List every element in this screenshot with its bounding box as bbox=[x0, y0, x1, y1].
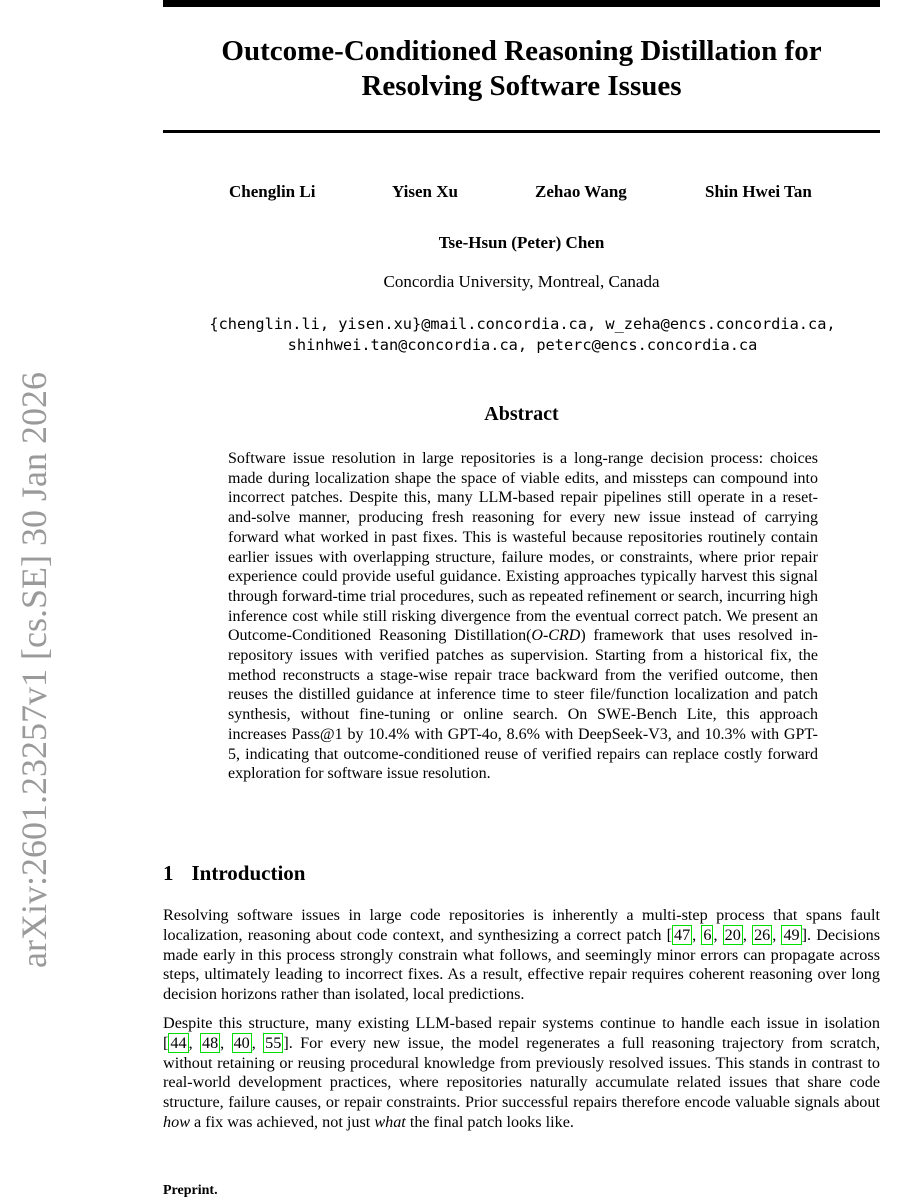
abstract-text: ) framework that uses resolved in-repository issues with verified patches as supervision. Starting from a historical fix, the method reconstructs a stage-wise repair trace backward from the verified outcome, then reuses the distilled guidance at inference time to steer file/function localization and patch synthesis, without fine-tuning or online search. On SWE-Bench Lite, this approach increases Pass@1 by 10.4% with GPT-4o, 8.6% with DeepSeek-V3, and 10.3% with GPT-5, indicating that outcome-conditioned reuse of verified repairs can replace costly forward exploration for software issue resolution. bbox=[228, 627, 818, 783]
citation-link[interactable]: 55 bbox=[265, 1033, 282, 1052]
section-title: Introduction bbox=[191, 861, 306, 885]
citation-link[interactable]: 48 bbox=[201, 1033, 219, 1052]
method-name: O-CRD bbox=[531, 627, 581, 645]
author-name: Chenglin Li bbox=[229, 182, 316, 201]
emphasis-text: what bbox=[374, 1112, 406, 1131]
intro-paragraph: Despite this structure, many existing LLM-based repair systems continue to handle each issue in isolation [ 44 , 48 , 40 , 55 ]. For every new issue, the model regenerates a full reasoning trajectory from scratch, without retaining or reusing procedural knowledge from previously resolved issues. This stands in contrast to real-world development practices, where repositories naturally accumulate related issues that share code structure, failure causes, or repair constraints. Prior successful repairs therefore encode valuable signals about how a fix was achieved, not just what the final patch looks like. bbox=[163, 1014, 881, 1131]
emphasis-text: how bbox=[163, 1112, 190, 1131]
intro-paragraph: Resolving software issues in large code repositories is inherently a multi-step process that spans fault localization, reasoning about code context, and synthesizing a correct patch [ 47 , 6 , 20 , 26 , 49 ]. Decisions made early in this process strongly constrain what follows, and seemingly minor errors can propagate across steps, ultimately leading to incorrect fixes. As a result, effective repair requires coherent reasoning over long decision horizons rather than isolated, local predictions. bbox=[163, 906, 881, 1004]
citation-link[interactable]: 20 bbox=[724, 925, 741, 944]
paragraph-text: ]. Decisions made early in this process strongly constrain what follows, and seemingly minor errors can propagate across steps, ultimately leading to incorrect fixes. As a result, effective repair requires coherent reasoning over long decision horizons rather than isolated, local predictions. bbox=[163, 925, 881, 1004]
citation-link[interactable]: 6 bbox=[703, 925, 712, 944]
section-number: 1 bbox=[163, 861, 174, 885]
affiliation: Concordia University, Montreal, Canada bbox=[383, 272, 660, 291]
top-rule bbox=[163, 0, 880, 7]
preprint-note: Preprint. bbox=[163, 1183, 218, 1198]
title-rule bbox=[163, 130, 880, 133]
email-line: shinhwei.tan@concordia.ca, peterc@encs.concordia.ca bbox=[287, 336, 758, 354]
citation-link[interactable]: 47 bbox=[673, 925, 691, 944]
author-name: Zehao Wang bbox=[535, 182, 627, 201]
paper-title: Outcome-Conditioned Reasoning Distillation for Resolving Software Issues bbox=[221, 35, 822, 102]
paragraph-text: a fix was achieved, not just bbox=[190, 1112, 375, 1131]
paragraph-text: Resolving software issues in large code repositories is inherently a multi-step process that spans fault localization, reasoning about code context, and synthesizing a correct patch [ bbox=[163, 906, 880, 944]
citation-link[interactable]: 40 bbox=[233, 1033, 250, 1052]
abstract-text: Software issue resolution in large repositories is a long-range decision process: choices made during localization shape the space of viable edits, and missteps can compound into incorrect patches. Despite this, many LLM-based repair pipelines still operate in a reset-and-solve manner, producing fresh reasoning for every new issue instead of carrying forward what worked in past fixes. This is wasteful because repositories routinely contain earlier issues with overlapping structure, failure modes, or constraints, where prior repair experience could provide useful guidance. Existing approaches typically harvest this signal through forward-time trial procedures, such as repeated refinement or search, incurring high inference cost while still risking divergence from the eventual correct patch. We present an Outcome-Conditioned Reasoning Distillation( bbox=[228, 450, 818, 645]
abstract-body bbox=[228, 449, 818, 784]
author-emails bbox=[150, 314, 895, 356]
abstract-heading: Abstract bbox=[484, 403, 559, 425]
section-heading bbox=[163, 861, 305, 886]
citation-link[interactable]: 49 bbox=[783, 925, 800, 944]
email-line: {chenglin.li, yisen.xu}@mail.concordia.ca, w_zeha@encs.concordia.ca, bbox=[209, 315, 836, 333]
author-name: Shin Hwei Tan bbox=[705, 182, 812, 201]
citation-link[interactable]: 26 bbox=[754, 925, 771, 944]
paragraph-text: Despite this structure, many existing LLM-based repair systems continue to handle each issue in isolation [ bbox=[163, 1014, 880, 1052]
author-name: Tse-Hsun (Peter) Chen bbox=[438, 233, 605, 252]
author-name: Yisen Xu bbox=[392, 182, 458, 201]
paragraph-text: ]. For every new issue, the model regenerates a full reasoning trajectory from scratch, without retaining or reusing procedural knowledge from previously resolved issues. This stands in contrast to real-world development practices, where repositories naturally accumulate related issues that share code structure, failure causes, or repair constraints. Prior successful repairs therefore encode valuable signals about bbox=[163, 1033, 881, 1112]
paragraph-text: the final patch looks like. bbox=[405, 1112, 574, 1131]
citation-link[interactable]: 44 bbox=[170, 1033, 187, 1052]
arxiv-stamp: arXiv:2601.23257v1 [cs.SE] 30 Jan 2026 bbox=[14, 372, 54, 968]
